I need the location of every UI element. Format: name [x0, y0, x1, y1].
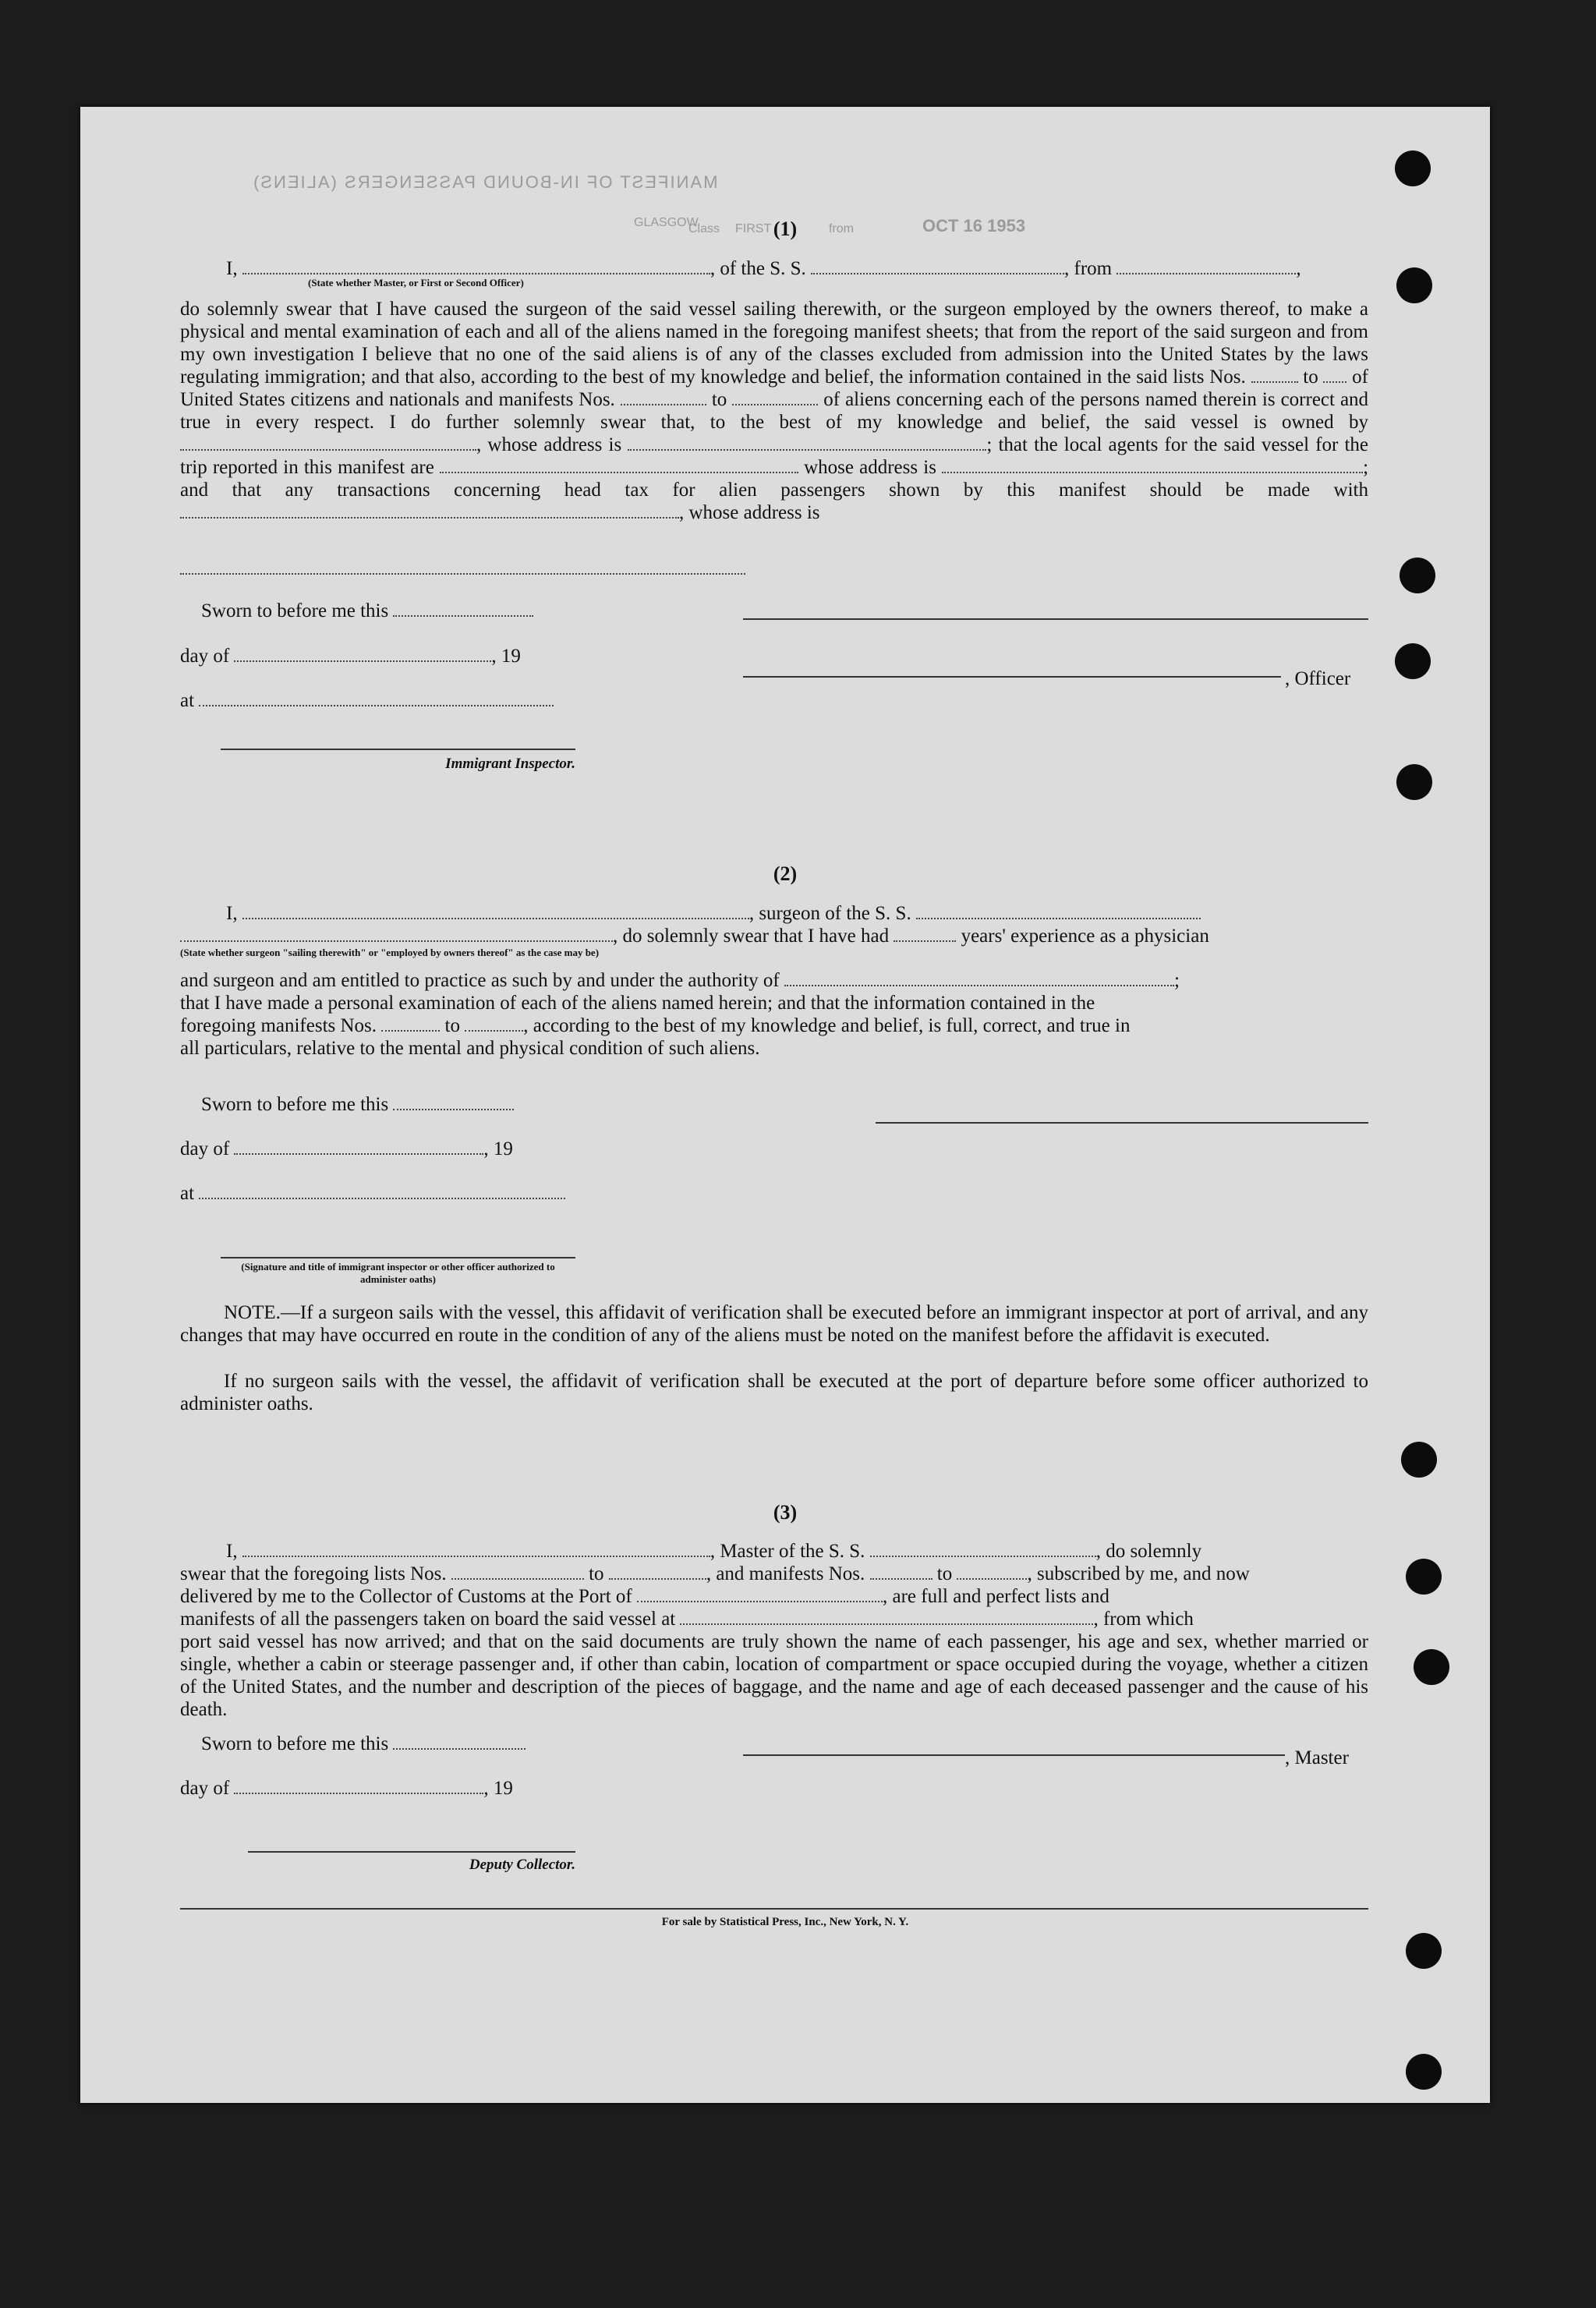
sec3-day [180, 1777, 513, 1800]
sec2-at [180, 1182, 565, 1205]
sec1-agents: that the local agents for the said vessel for the trip reported in this manifest are [180, 434, 1369, 478]
agents-address-blank[interactable] [942, 456, 1363, 473]
note-label: NOTE. [224, 1302, 281, 1323]
years-blank[interactable] [894, 925, 956, 942]
sec1-addr2: , whose address is [679, 502, 820, 523]
note-text: —If a surgeon sails with the vessel, this affidavit of verification shall be executed before an immigrant inspector at port of arrival, and any changes that may have occurred en route in the condition of any of the aliens must be noted on the manifest before the affidavit is executed. [180, 1302, 1368, 1346]
sec2-surgeon-of: , surgeon of the S. S. [748, 903, 911, 924]
sec2-semi: ; [1174, 970, 1180, 991]
sec2-l3: and surgeon and am entitled to practice as such by and under the authority of [180, 970, 780, 991]
section-1-number: (1) [773, 218, 798, 240]
sec3-manifests-to-blank[interactable] [957, 1563, 1027, 1580]
sec1-at-text: at [180, 690, 195, 711]
sec2-line4: that I have made a personal examination of each of the aliens named herein; and that the information contained in the [180, 993, 1095, 1014]
footer-text: For sale by Statistical Press, Inc., New York, N. Y. [661, 1916, 909, 1928]
punch-hole [1396, 267, 1432, 303]
sec2-day [180, 1138, 513, 1160]
sec1-whose-addr: whose address is [804, 457, 936, 478]
sec2-sworn-text: Sworn to before me this [201, 1094, 389, 1115]
sec1-inspector-rule [221, 749, 575, 750]
faint-port: GLASGOW [634, 216, 699, 229]
sec1-sworn-text: Sworn to before me this [201, 600, 389, 621]
sec2-vessel-blank[interactable] [916, 902, 1201, 919]
faint-stamp: OCT 16 1953 [922, 216, 1026, 235]
sec1-of-ss: , of the S. S. [710, 258, 806, 279]
sec1-at-blank[interactable] [199, 689, 554, 706]
sec1-i: I, [226, 258, 238, 279]
sec1-officer-rule [743, 676, 1281, 678]
sec2-line1 [226, 902, 1201, 925]
sec1-body-b: of United States citizens and nationals and manifests Nos. [180, 366, 1368, 410]
sec3-line3 [180, 1585, 1109, 1608]
sec3-manifests-from-blank[interactable] [870, 1563, 932, 1580]
faint-header: MANIFEST OF IN-BOUND PASSENGERS (ALIENS) [252, 172, 718, 192]
sec3-l3a: delivered by me to the Collector of Customs at the Port of [180, 1586, 632, 1607]
punch-hole [1414, 1649, 1449, 1685]
sec1-passengers: passengers shown by this manifest should be made with [780, 480, 1368, 501]
sec3-vessel-blank[interactable] [870, 1540, 1096, 1557]
head-tax-blank[interactable] [180, 501, 679, 519]
punch-hole [1406, 1933, 1442, 1969]
section-2-number: (2) [773, 862, 798, 885]
sec2-line2 [180, 925, 1209, 947]
punch-hole [1406, 1559, 1442, 1595]
surgeon-name-blank[interactable] [242, 902, 749, 919]
sec1-addr1: , whose address is [476, 434, 622, 455]
sec3-solemnly: , do solemnly [1095, 1541, 1202, 1562]
sec1-comma: , [1296, 258, 1301, 279]
sec3-master-of: , Master of the S. S. [710, 1541, 865, 1562]
sec3-l2b: to [589, 1563, 604, 1584]
owner-blank[interactable] [180, 434, 476, 451]
faint-class-prefix: Class [688, 222, 720, 235]
sec3-lists-from-blank[interactable] [451, 1563, 584, 1580]
deputy-collector-label: Deputy Collector. [469, 1857, 575, 1873]
punch-hole [1401, 1442, 1437, 1478]
faint-from: from [829, 222, 854, 235]
sec2-note: (State whether surgeon "sailing therewith" or "employed by owners thereof" as the case may be) [180, 947, 600, 958]
sec3-day-blank[interactable] [234, 1777, 483, 1794]
punch-hole [1406, 2054, 1442, 2090]
sec1-head-tax: ; and that any transactions concerning head tax for alien [180, 457, 1369, 501]
sec3-l2e: , subscribed by me, and now [1027, 1563, 1250, 1584]
footer-rule [180, 1908, 1368, 1910]
sec3-master-blank[interactable] [242, 1540, 710, 1557]
sec1-to2: to [711, 389, 727, 410]
sec2-sworn-blank[interactable] [393, 1093, 514, 1110]
from-port-blank[interactable] [1116, 257, 1296, 274]
agents-blank[interactable] [440, 456, 798, 473]
sec2-line3 [180, 969, 1180, 992]
sec1-day-text: day of [180, 646, 230, 667]
sec3-body: port said vessel has now arrived; and that on the said documents are truly shown the name of each passenger, his age and sex, whether married or single, whether a cabin or steerage passenger and, if other than cabin, location of compartment or space occupied during the voyage, whether a citizen of the United States, and the number and description of the pieces of baggage, and the name and age of each deceased passenger and the cause of his death. [180, 1631, 1368, 1720]
sec1-right-rule [743, 618, 1368, 620]
manifests-to-blank[interactable] [732, 388, 818, 405]
sec2-day-text: day of [180, 1138, 230, 1159]
sec3-sworn [201, 1733, 526, 1755]
sec1-addr-rule [180, 573, 745, 575]
sec1-day [180, 645, 521, 667]
sec3-l2d: to [936, 1563, 953, 1584]
manifest-page [80, 107, 1490, 2103]
sec2-19: , 19 [483, 1138, 513, 1159]
sec3-sworn-text: Sworn to before me this [201, 1733, 389, 1754]
manifests-from-blank[interactable] [621, 388, 706, 405]
punch-hole [1396, 764, 1432, 800]
sec2-sig-rule [876, 1122, 1368, 1124]
sec1-day-blank[interactable] [234, 645, 491, 662]
punch-hole [1395, 643, 1431, 679]
sec3-day-text: day of [180, 1778, 230, 1799]
vessel-name-blank[interactable] [811, 257, 1064, 274]
sec2-l5a: foregoing manifests Nos. [180, 1015, 377, 1036]
sec2-years: years' experience as a physician [961, 926, 1209, 947]
sec2-sworn [201, 1093, 514, 1116]
sec2-l5c: , according to the best of my knowledge and belief, is full, correct, and true in [523, 1015, 1131, 1036]
punch-hole [1395, 150, 1431, 186]
lists-from-blank[interactable] [1251, 366, 1298, 383]
sec1-semi1: ; [986, 434, 993, 455]
sec1-title-note: (State whether Master, or First or Second Officer) [308, 277, 524, 288]
section-3-number: (3) [773, 1501, 798, 1524]
sec3-port-blank[interactable] [637, 1585, 883, 1602]
sec1-body-c: of aliens concerning each of the persons named therein is correct and true in every respect. I do further solemnly swear that, to the best of my knowledge and belief, the said vessel is owned by [180, 389, 1369, 433]
sec3-master: , Master [1285, 1747, 1349, 1768]
sec3-l4a: manifests of all the passengers taken on board the said vessel at [180, 1609, 676, 1630]
sec3-i: I, [226, 1541, 238, 1562]
sec3-l2c: , and manifests Nos. [706, 1563, 865, 1584]
master-name-blank[interactable] [242, 257, 710, 274]
lists-to-blank[interactable] [1323, 366, 1347, 383]
sec3-l3b: , are full and perfect lists and [883, 1586, 1109, 1607]
sec2-manifest-to-blank[interactable] [465, 1014, 523, 1032]
sec1-officer: , Officer [1285, 668, 1351, 689]
immigrant-inspector-label: Immigrant Inspector. [445, 756, 575, 772]
sec2-at-text: at [180, 1183, 195, 1204]
authority-blank[interactable] [784, 969, 1174, 986]
sec3-l2a: swear that the foregoing lists Nos. [180, 1563, 447, 1584]
sec1-body-a: do solemnly swear that I have caused the surgeon of the said vessel sailing therewith, or the surgeon employed by the owners thereof, to make a physical and mental examination of each and all of the aliens named in the foregoing manifest sheets; that from the report of the said surgeon and from my own investigation I believe that no one of the said aliens is of any of the classes excluded from admission into the United States by the laws regulating immigration; and that also, according to the best of my knowledge and belief, the information contained in the said lists Nos. [180, 299, 1368, 388]
sec1-to1: to [1303, 366, 1318, 388]
sec2-swear: , do solemnly swear that I have had [613, 926, 890, 947]
sec3-embark-blank[interactable] [680, 1608, 1093, 1625]
faint-class: FIRST [735, 222, 772, 235]
sec1-at [180, 689, 554, 712]
owner-address-blank[interactable] [628, 434, 986, 451]
sec1-sworn [201, 600, 533, 622]
surgeon-status-blank[interactable] [180, 925, 613, 942]
sec3-collector-rule [248, 1851, 575, 1853]
surgeon-note [180, 1301, 1368, 1347]
sec1-body [180, 298, 1368, 524]
sec3-sworn-blank[interactable] [393, 1733, 526, 1750]
sec2-day-blank[interactable] [234, 1138, 483, 1155]
sec3-19: , 19 [483, 1778, 513, 1799]
sec3-master-rule [743, 1754, 1285, 1756]
sec3-line4 [180, 1608, 1194, 1630]
sec2-line6: all particulars, relative to the mental and physical condition of such aliens. [180, 1038, 760, 1059]
sec2-i: I, [226, 903, 238, 924]
sec1-sworn-blank[interactable] [393, 600, 533, 617]
sec2-sig-note: (Signature and title of immigrant inspector or other officer authorized to administer oaths) [241, 1261, 555, 1285]
sec2-line5 [180, 1014, 1130, 1037]
punch-hole [1400, 558, 1435, 593]
sec3-l4b: , from which [1093, 1609, 1194, 1630]
sec3-lists-to-blank[interactable] [609, 1563, 706, 1580]
sec2-manifest-from-blank[interactable] [381, 1014, 440, 1032]
sec3-line1 [226, 1540, 1201, 1563]
sec2-at-blank[interactable] [199, 1182, 565, 1199]
sec2-inspector-rule [221, 1257, 575, 1258]
sec1-from: , from [1064, 258, 1113, 279]
sec3-line2 [180, 1563, 1250, 1585]
surgeon-note-2: If no surgeon sails with the vessel, the affidavit of verification shall be executed at the port of departure before some officer authorized to administer oaths. [180, 1371, 1368, 1414]
sec2-l5b: to [444, 1015, 460, 1036]
sec1-19: , 19 [491, 646, 521, 667]
